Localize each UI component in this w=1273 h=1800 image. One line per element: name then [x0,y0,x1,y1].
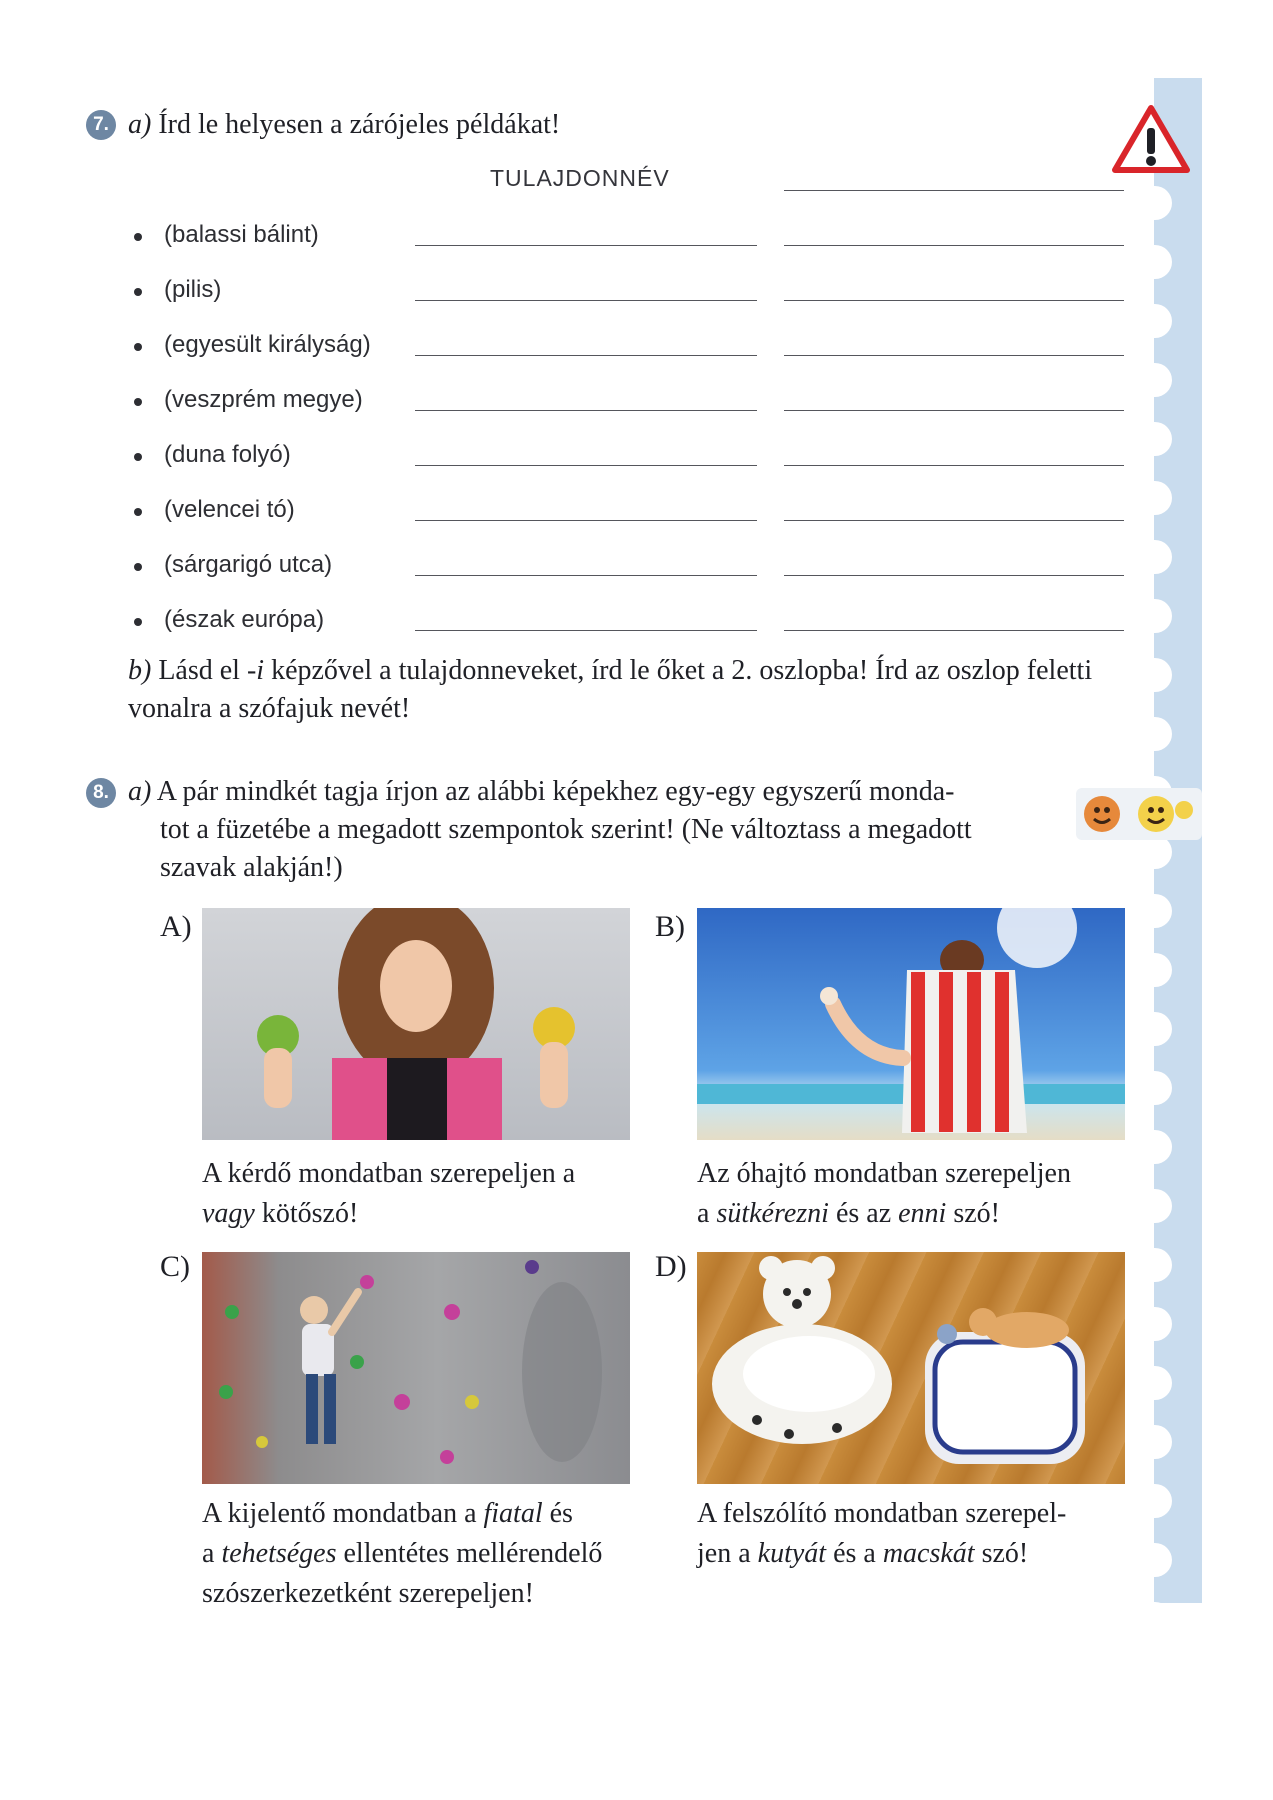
caption-text: és az [828,1198,899,1229]
exercise-number-badge: 7. [86,110,116,140]
answer-line-proper-noun[interactable] [415,465,757,466]
bullet [134,233,142,241]
instruction-text: szavak alakján!) [160,852,343,883]
bullet [134,398,142,406]
answer-line-derived-word[interactable] [784,410,1124,411]
bracketed-example: (észak európa) [164,606,325,633]
column-type-line[interactable] [784,190,1124,191]
bracketed-example: (egyesült királyság) [164,331,371,358]
caption-text: és [542,1498,573,1529]
keyword: vagy [202,1198,255,1229]
picture-label-c: C) [160,1250,190,1283]
caption-text: ellentétes mellérendelő [336,1538,603,1569]
girl-with-fruits-illustration [202,908,630,1140]
bracketed-example: (balassi bálint) [164,221,319,248]
caption-b [697,1154,1127,1234]
climbing-wall-illustration [202,1252,630,1484]
caption-text: a [697,1198,717,1229]
answer-line-proper-noun[interactable] [415,520,757,521]
caption-line: Az óhajtó mondatban szerepeljen [697,1158,1071,1189]
caption-line: A felszólító mondatban szerepel- [697,1498,1067,1529]
answer-line-proper-noun[interactable] [415,410,757,411]
exercise-number-badge: 8. [86,778,116,808]
part-label: b) [128,655,152,686]
picture-label-a: A) [160,910,192,943]
bullet [134,508,142,516]
picture-c-climbing-wall [202,1252,630,1484]
answer-line-proper-noun[interactable] [415,630,757,631]
caption-c [202,1494,632,1614]
answer-line-derived-word[interactable] [784,520,1124,521]
caption-text: jen a [697,1538,758,1569]
caption-text: és a [826,1538,883,1569]
keyword: kutyát [757,1538,827,1569]
picture-label-d: D) [655,1250,687,1283]
answer-line-derived-word[interactable] [784,245,1124,246]
exercise7-instruction-a [128,106,560,144]
keyword: fiatal [483,1498,543,1529]
answer-line-proper-noun[interactable] [415,245,757,246]
beach-chair-illustration [697,908,1125,1140]
column-header: TULAJDONNÉV [490,165,670,191]
bracketed-example: (veszprém megye) [164,386,363,413]
bullet [134,343,142,351]
caption-text: szó! [946,1198,1000,1229]
picture-a-girl-with-fruits [202,908,630,1140]
answer-line-proper-noun[interactable] [415,355,757,356]
exercise8-instruction [128,773,1088,887]
part-label: a) [128,776,152,807]
instruction-text: A pár mindkét tagja írjon az alábbi képekhez egy-egy egyszerű monda- [156,776,955,807]
bracketed-example: (velencei tó) [164,496,295,523]
pet-bowls-illustration [697,1252,1125,1484]
picture-b-beach-chair [697,908,1125,1140]
answer-line-derived-word[interactable] [784,575,1124,576]
pair-work-icon [1076,786,1202,842]
caption-text: A kijelentő mondatban a [202,1498,484,1529]
answer-line-proper-noun[interactable] [415,300,757,301]
instruction-text: tot a füzetébe a megadott szempontok szerint! (Ne változtass a megadott [160,814,972,845]
instruction-text: Írd le helyesen a zárójeles példákat! [158,109,561,140]
bullet [134,453,142,461]
bullet [134,618,142,626]
answer-line-derived-word[interactable] [784,300,1124,301]
warning-triangle-icon [1112,104,1190,174]
caption-text: kötőszó! [254,1198,359,1229]
answer-line-derived-word[interactable] [784,355,1124,356]
caption-line: A kérdő mondatban szerepeljen a [202,1158,576,1189]
picture-d-pet-bowls [697,1252,1125,1484]
caption-text: szó! [974,1538,1029,1569]
answer-line-derived-word[interactable] [784,465,1124,466]
bracketed-example: (duna folyó) [164,441,291,468]
answer-line-proper-noun[interactable] [415,575,757,576]
answer-line-derived-word[interactable] [784,630,1124,631]
picture-label-b: B) [655,910,685,943]
suffix-text: -i [246,655,265,686]
caption-a [202,1154,632,1234]
exercise7-instruction-b [128,652,1128,728]
part-label: a) [128,109,152,140]
instruction-text: Lásd el [158,655,247,686]
caption-text: a [202,1538,222,1569]
bullet [134,563,142,571]
bracketed-example: (pilis) [164,276,222,303]
caption-line: szószerkezetként szerepeljen! [202,1578,534,1609]
keyword: tehetséges [221,1538,337,1569]
keyword: enni [898,1198,947,1229]
notebook-hole [1149,1602,1172,1636]
bracketed-example: (sárgarigó utca) [164,551,333,578]
caption-d [697,1494,1127,1574]
keyword: macskát [882,1538,975,1569]
instruction-text: képzővel a tulajdonneveket, írd le őket a 2. oszlopba! Írd az oszlop feletti vonalra a szófajuk nevét! [128,655,1093,724]
bullet [134,288,142,296]
keyword: sütkérezni [716,1198,829,1229]
